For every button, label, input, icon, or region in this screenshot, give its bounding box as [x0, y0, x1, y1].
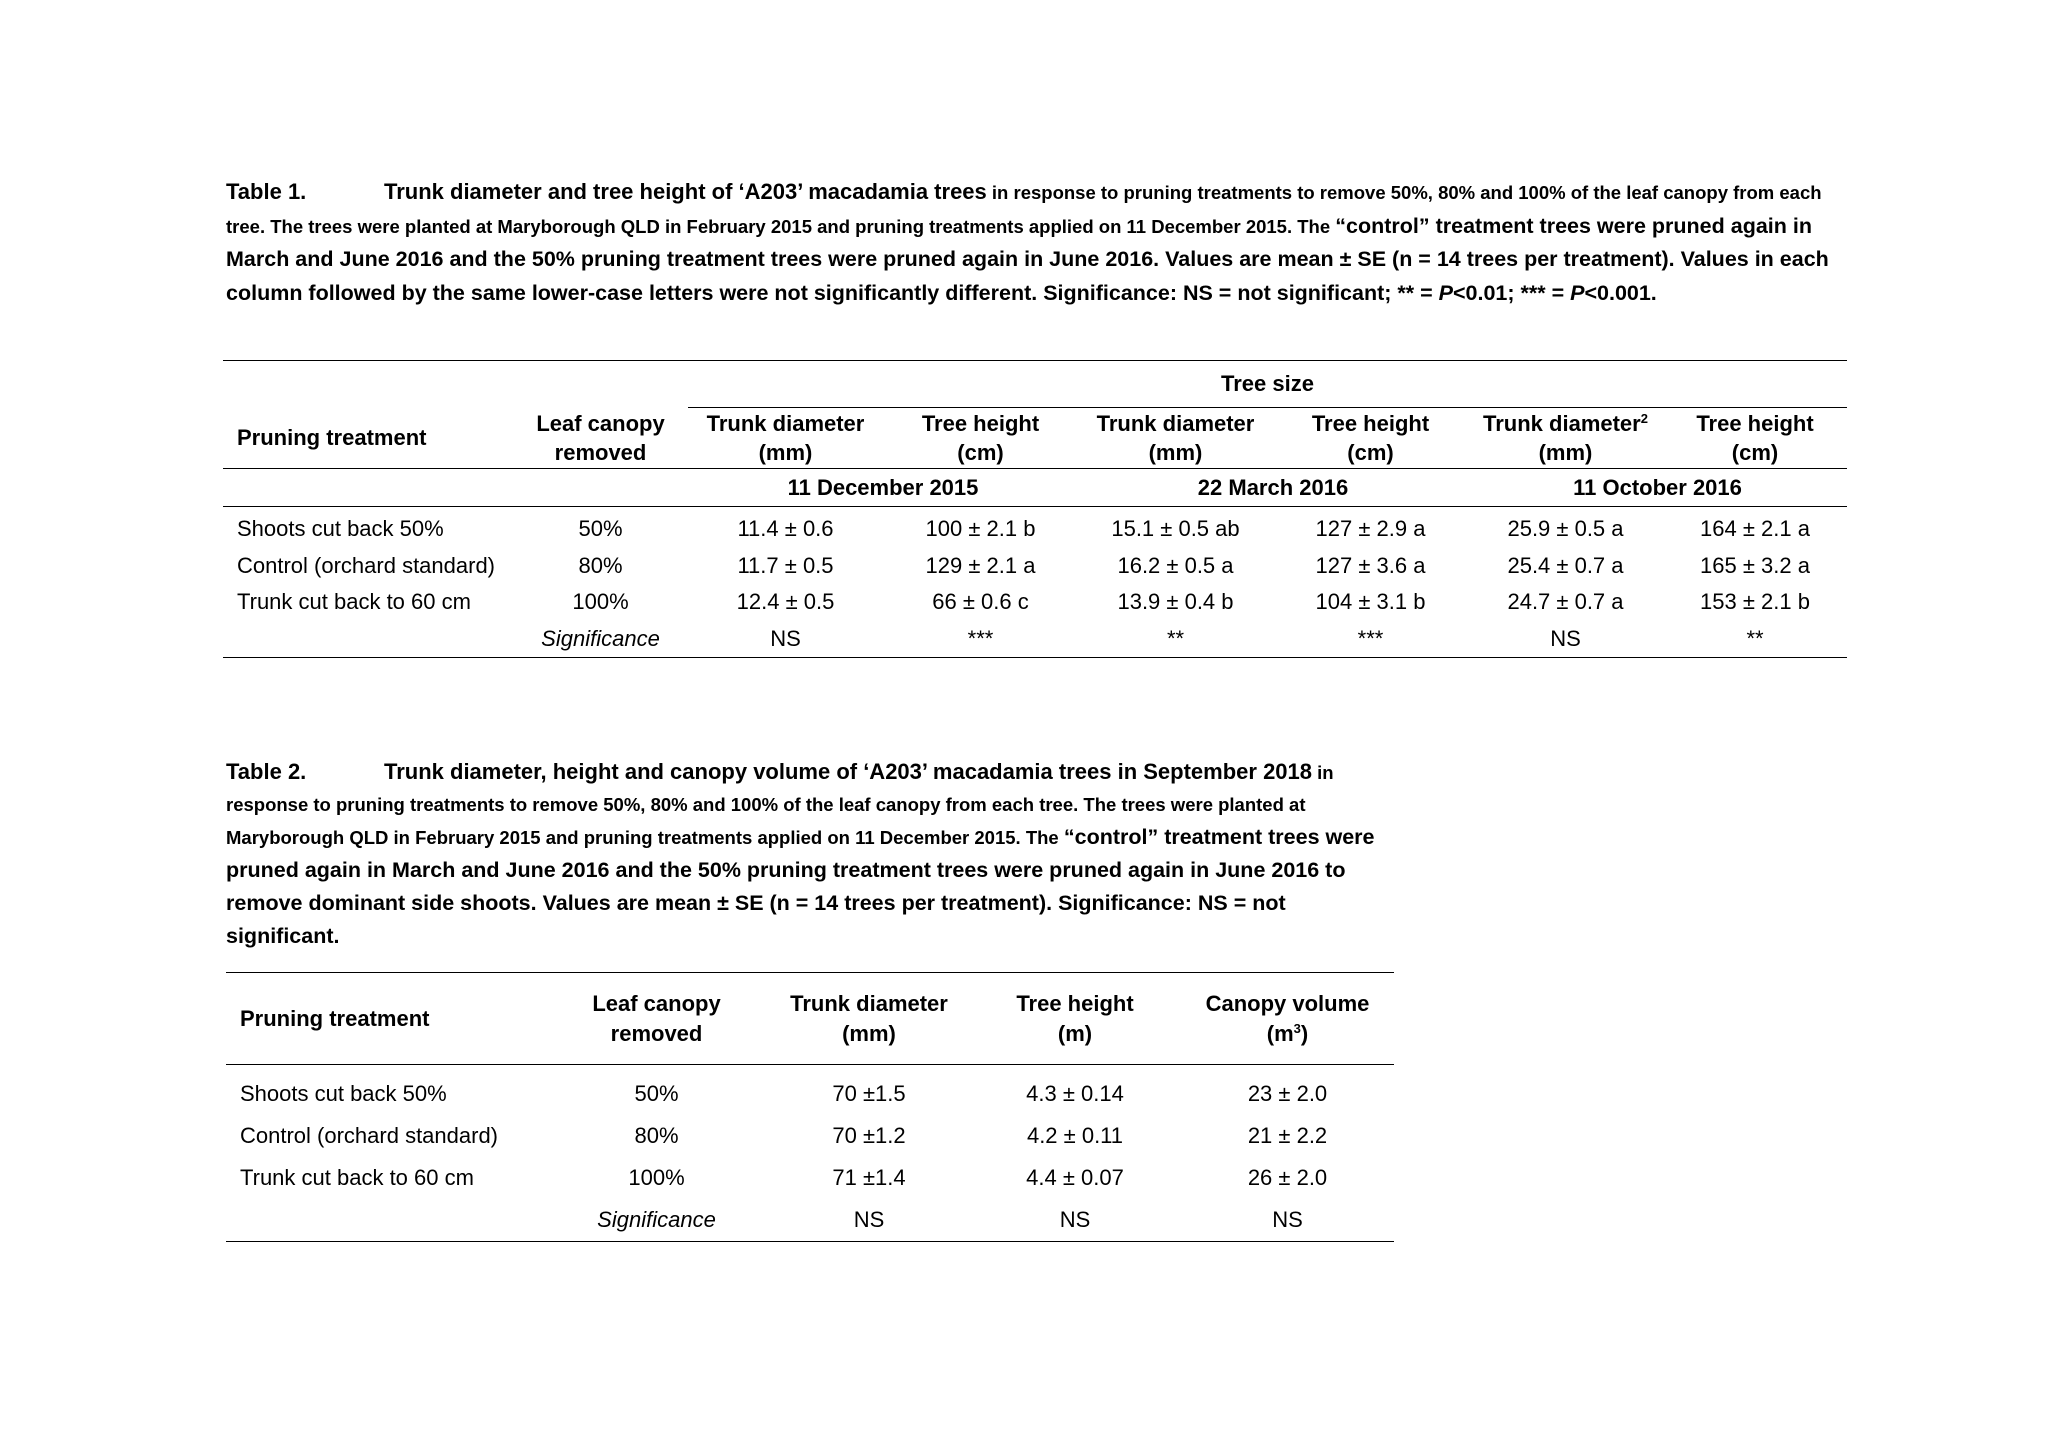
table1 [223, 360, 1847, 658]
table1-date-spacer-1 [223, 469, 513, 507]
table1-significance-row [223, 621, 1847, 658]
table1-caption-p-rest: <0.01; *** = [1452, 280, 1571, 305]
header-height1-line2: (cm) [957, 440, 1004, 465]
table1-group-header-row [223, 361, 1847, 408]
header-volume-line2-end: ) [1300, 1020, 1309, 1046]
significance-value: NS [770, 625, 801, 651]
row-value: 25.9 ± 0.5 a [1507, 516, 1624, 542]
significance-value: NS [1059, 1207, 1091, 1232]
row-canopy: 50% [578, 516, 623, 542]
header-trunk3-line1: Trunk diameter [1483, 411, 1641, 436]
row-value: 11.4 ± 0.6 [737, 516, 834, 542]
table1-header-height-1 [883, 408, 1078, 469]
header-canopy-line1: Leaf canopy [536, 410, 665, 436]
row-value: 15.1 ± 0.5 ab [1111, 516, 1240, 542]
table1-caption [226, 176, 1836, 310]
header-height2-line2: (cm) [1347, 440, 1394, 465]
row-value: 11.7 ± 0.5 [737, 552, 834, 578]
table1-date-3: 11 October 2016 [1468, 469, 1847, 507]
table1-header-trunk-1 [688, 408, 883, 469]
table1-caption-p2-rest: <0.001. [1584, 280, 1657, 305]
row-treatment: Trunk cut back to 60 cm [237, 589, 471, 615]
table1-header-trunk-2 [1078, 408, 1273, 469]
row-value: 24.7 ± 0.7 a [1507, 589, 1624, 615]
table2-header-trunk [769, 973, 969, 1065]
header-trunk3-line2: (mm) [1538, 440, 1593, 465]
row-value: 23 ± 2.0 [1247, 1081, 1328, 1106]
table2-header-row [226, 973, 1394, 1065]
table-row [223, 584, 1847, 621]
header-volume-superscript: 3 [1293, 1020, 1301, 1036]
header-volume-line2: (m [1266, 1020, 1294, 1046]
header-trunk-line1: Trunk diameter [790, 990, 948, 1016]
row-value: 129 ± 2.1 a [925, 552, 1036, 578]
table2-header-treatment: Pruning treatment [226, 973, 544, 1065]
table1-date-1: 11 December 2015 [688, 469, 1078, 507]
row-value: 71 ±1.4 [832, 1165, 906, 1190]
table2-caption [226, 756, 1401, 953]
header-height-line1: Tree height [1016, 990, 1134, 1016]
header-canopy-line2: removed [610, 1020, 703, 1046]
significance-value: NS [1550, 625, 1581, 651]
header-height-line2: (m) [1057, 1020, 1093, 1046]
table1-header-height-2 [1273, 408, 1468, 469]
table1-date-2: 22 March 2016 [1078, 469, 1468, 507]
table2-significance-row [226, 1199, 1394, 1242]
table2 [226, 972, 1394, 1242]
header-trunk-line2: (mm) [842, 1020, 896, 1046]
row-treatment: Shoots cut back 50% [240, 1081, 447, 1106]
significance-value: ** [1166, 625, 1185, 651]
table1-header-trunk-3 [1468, 408, 1663, 469]
row-canopy: 100% [572, 589, 629, 615]
significance-value: NS [853, 1207, 885, 1232]
table1-date-row [223, 469, 1847, 507]
row-value: 4.3 ± 0.14 [1026, 1081, 1124, 1106]
row-canopy: 50% [634, 1081, 679, 1106]
table1-header-canopy [513, 361, 688, 469]
header-trunk2-line2: (mm) [1148, 440, 1203, 465]
significance-value: NS [1272, 1207, 1303, 1232]
row-value: 16.2 ± 0.5 a [1117, 552, 1234, 578]
row-value: 127 ± 3.6 a [1315, 552, 1426, 578]
row-value: 4.2 ± 0.11 [1026, 1123, 1124, 1148]
table2-caption-small: in response to pruning treatments to remove 50%, 80% and 100% of the leaf canopy from each tree. The trees were planted at Maryborough QLD in February 2015 and pruning treatments applied on 11 December 2015. The [226, 762, 1334, 848]
row-canopy: 80% [634, 1123, 679, 1148]
table1-caption-small: in response to pruning treatments to remove 50%, 80% and 100% of the leaf canopy from each tree. The trees were planted at Maryborough QLD in February 2015 and pruning treatments applied on 11 December 2015. The [226, 182, 1822, 237]
row-value: 164 ± 2.1 a [1700, 516, 1810, 542]
table-row [226, 1115, 1394, 1157]
row-value: 165 ± 3.2 a [1700, 552, 1810, 578]
header-height2-line1: Tree height [1311, 411, 1430, 436]
row-value: 13.9 ± 0.4 b [1117, 589, 1234, 615]
header-trunk1-line2: (mm) [758, 440, 813, 465]
row-canopy: 80% [578, 552, 623, 578]
row-treatment: Trunk cut back to 60 cm [240, 1165, 474, 1190]
row-treatment: Control (orchard standard) [240, 1123, 499, 1148]
table1-caption-p: P [1438, 280, 1453, 305]
table1-caption-lead: Trunk diameter and tree height of ‘A203’ macadamia trees [384, 179, 987, 204]
significance-spacer [226, 1199, 544, 1242]
table1-header-height-3 [1663, 408, 1847, 469]
table2-caption-lead: Trunk diameter, height and canopy volume of ‘A203’ macadamia trees in September 2018 [384, 759, 1313, 784]
row-treatment: Shoots cut back 50% [237, 516, 444, 542]
row-value: 12.4 ± 0.5 [736, 589, 835, 615]
table-row [226, 1065, 1394, 1116]
row-value: 21 ± 2.2 [1247, 1123, 1328, 1148]
row-value: 70 ±1.2 [832, 1123, 906, 1148]
table-row [223, 507, 1847, 548]
row-value: 4.4 ± 0.07 [1026, 1165, 1124, 1190]
significance-value: *** [967, 625, 994, 651]
row-value: 153 ± 2.1 b [1700, 589, 1810, 615]
table2-label: Table 2. [226, 759, 307, 784]
table1-caption-p2: P [1570, 280, 1585, 305]
significance-label: Significance [597, 1207, 716, 1232]
table-row [223, 548, 1847, 585]
header-height1-line1: Tree height [921, 411, 1040, 436]
table2-header-volume [1181, 973, 1394, 1065]
row-value: 70 ±1.5 [832, 1081, 906, 1106]
row-value: 26 ± 2.0 [1247, 1165, 1328, 1190]
header-trunk1-line1: Trunk diameter [706, 411, 865, 436]
row-value: 100 ± 2.1 b [925, 516, 1036, 542]
table1-caption-main: “control” treatment trees were pruned again in March and June 2016 and the 50% pruning treatment trees were pruned again in June 2016. Values are mean ± SE (n = 14 trees per treatment). Values in each column followed by the same lower-case letters were not significantly different. Significance: NS = not significant; ** = [226, 213, 1829, 305]
header-height3-line2: (cm) [1731, 440, 1779, 465]
row-value: 104 ± 3.1 b [1315, 589, 1426, 615]
table1-label: Table 1. [226, 179, 307, 204]
row-value: 66 ± 0.6 c [932, 589, 1029, 615]
header-volume-line1: Canopy volume [1205, 990, 1370, 1016]
header-height3-line1: Tree height [1696, 411, 1814, 436]
row-value: 127 ± 2.9 a [1315, 516, 1426, 542]
table1-header-tree-size: Tree size [688, 361, 1847, 408]
header-canopy-line1: Leaf canopy [592, 990, 721, 1016]
header-trunk2-line1: Trunk diameter [1096, 411, 1255, 436]
significance-value: *** [1357, 625, 1384, 651]
row-canopy: 100% [628, 1165, 685, 1190]
row-value: 25.4 ± 0.7 a [1507, 552, 1624, 578]
table2-header-height [969, 973, 1181, 1065]
table1-date-spacer-2 [513, 469, 688, 507]
header-canopy-line2: removed [554, 439, 647, 465]
significance-spacer [223, 621, 513, 658]
table2-header-canopy [544, 973, 769, 1065]
table2-caption-main: “control” treatment trees were pruned again in March and June 2016 and the 50% pruning treatment trees were pruned again in June 2016 to remove dominant side shoots. Values are mean ± SE (n = 14 trees per treatment). Significance: NS = not significant. [226, 825, 1375, 948]
table1-header-treatment: Pruning treatment [237, 424, 427, 450]
significance-label: Significance [541, 625, 660, 651]
header-trunk3-footnote: 2 [1640, 411, 1648, 426]
row-treatment: Control (orchard standard) [237, 552, 496, 578]
table-row [226, 1157, 1394, 1199]
significance-value: ** [1746, 625, 1764, 651]
